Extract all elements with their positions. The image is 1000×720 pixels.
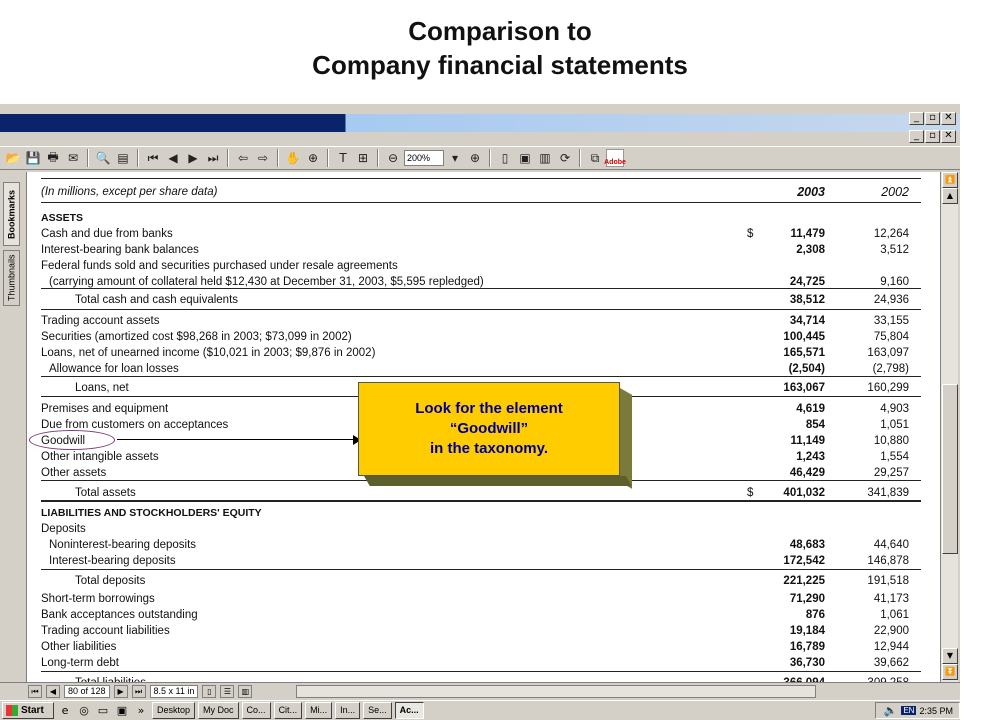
- row-label: Other liabilities: [41, 641, 117, 653]
- zoom-input[interactable]: 200%: [404, 150, 444, 166]
- navigation-pane: [0, 172, 22, 682]
- header-col-2003: 2003: [797, 185, 825, 199]
- taskbar-task[interactable]: In...: [335, 702, 360, 719]
- prev-page-status-icon[interactable]: ◀: [46, 685, 60, 698]
- value-2002: 9,160: [880, 276, 909, 288]
- first-page-status-icon[interactable]: ⏮: [28, 685, 42, 698]
- taskbar-task[interactable]: Co...: [242, 702, 271, 719]
- zoom-tool-icon[interactable]: ⊕: [307, 151, 319, 165]
- zoom-out-icon[interactable]: ⊖: [387, 151, 399, 165]
- scroll-bottom-icon[interactable]: ⏬: [942, 664, 958, 680]
- value-2003: 854: [805, 419, 825, 431]
- scroll-top-icon[interactable]: ⏫: [942, 172, 958, 188]
- quicklaunch-more-icon[interactable]: »: [137, 704, 145, 717]
- toolbar-separator: [377, 149, 379, 167]
- top-rule: [41, 178, 921, 179]
- row-label: Loans, net of unearned income ($10,021 in 2003; $9,876 in 2002): [41, 347, 376, 359]
- row-label: LIABILITIES AND STOCKHOLDERS' EQUITY: [41, 507, 262, 519]
- value-2002: 146,878: [867, 555, 909, 567]
- callout-box: [358, 382, 634, 488]
- row-label: Interest-bearing deposits: [49, 555, 176, 567]
- outlook-icon[interactable]: ◎: [79, 704, 89, 717]
- table-row: [41, 361, 921, 377]
- window-titlebar[interactable]: [0, 114, 960, 132]
- doc-minimize-button[interactable]: _: [909, 130, 924, 143]
- open-icon[interactable]: 📂: [5, 151, 21, 165]
- taskbar-task[interactable]: Mi...: [305, 702, 332, 719]
- back-icon[interactable]: ⇦: [237, 151, 249, 165]
- table-row: [41, 313, 921, 329]
- value-2002: 44,640: [873, 539, 909, 551]
- row-label: Long-term debt: [41, 657, 119, 669]
- scroll-up-icon[interactable]: ▲: [942, 188, 958, 204]
- vertical-scrollbar[interactable]: [940, 172, 958, 682]
- row-label: Loans, net: [75, 382, 129, 394]
- table-row: [41, 226, 921, 242]
- browser-icon[interactable]: e: [61, 704, 69, 717]
- toolbar-separator: [137, 149, 139, 167]
- table-row: [41, 345, 921, 361]
- currency-symbol: $: [747, 228, 754, 240]
- value-2002: 160,299: [867, 382, 909, 394]
- value-2003: 46,429: [789, 467, 825, 479]
- value-2002: (2,798): [872, 363, 909, 375]
- row-label: (carrying amount of collateral held $12,430 at December 31, 2003, $5,595 repledged): [49, 276, 484, 288]
- taskbar-task[interactable]: Desktop: [152, 702, 195, 719]
- value-2003: 165,571: [783, 347, 825, 359]
- callout-bottom: [364, 476, 632, 486]
- slide-title-line1: Comparison to: [408, 16, 592, 46]
- scroll-thumb[interactable]: [942, 384, 958, 554]
- callout-face: [358, 382, 620, 476]
- row-label: Allowance for loan losses: [49, 363, 179, 375]
- show-hide-icon[interactable]: ▤: [117, 151, 129, 165]
- value-2002: 22,900: [873, 625, 909, 637]
- thumbnails-tab[interactable]: Thumbnails: [3, 250, 20, 306]
- value-2002: 75,804: [873, 331, 909, 343]
- adobe-logo: Adobe: [606, 149, 624, 167]
- callout-side: [620, 388, 632, 489]
- print-icon[interactable]: 🖶: [47, 149, 59, 164]
- single-page-icon[interactable]: ▯: [202, 685, 216, 698]
- table-row: [41, 274, 921, 290]
- hand-tool-icon[interactable]: ✋: [285, 151, 301, 165]
- close-button[interactable]: ✕: [941, 112, 956, 125]
- taskbar-task[interactable]: Cit...: [274, 702, 303, 719]
- table-row: [41, 607, 921, 623]
- continuous-icon[interactable]: ☰: [220, 685, 234, 698]
- row-label: Total assets: [75, 487, 136, 499]
- value-2002: 10,880: [873, 435, 909, 447]
- table-row: [41, 242, 921, 258]
- value-2003: 34,714: [789, 315, 825, 327]
- system-tray: [875, 702, 960, 719]
- value-2003: (2,504): [788, 363, 825, 375]
- value-2002: 39,662: [873, 657, 909, 669]
- toolbar-separator: [277, 149, 279, 167]
- find-icon[interactable]: 🔍: [95, 151, 111, 165]
- actual-size-icon[interactable]: ▯: [501, 151, 509, 165]
- last-page-status-icon[interactable]: ⏭: [132, 685, 146, 698]
- value-2003: 876: [805, 609, 825, 621]
- value-2002: 1,051: [880, 419, 909, 431]
- value-2002: 3,512: [880, 244, 909, 256]
- document-window-controls: [909, 130, 956, 143]
- row-label: Premises and equipment: [41, 403, 169, 415]
- status-bar: [0, 682, 960, 700]
- language-indicator[interactable]: EN: [903, 706, 915, 715]
- currency-symbol: $: [747, 487, 754, 499]
- row-label: Noninterest-bearing deposits: [49, 539, 197, 551]
- value-2003: 11,479: [790, 228, 825, 240]
- value-2002: 191,518: [867, 575, 909, 587]
- statement-header: [41, 184, 921, 200]
- row-label: Deposits: [41, 523, 86, 535]
- table-row: [41, 258, 921, 274]
- value-2003: 100,445: [783, 331, 825, 343]
- callout-line2: “Goodwill”: [449, 420, 529, 437]
- value-2003: 2,308: [796, 244, 825, 256]
- next-page-icon[interactable]: ▶: [188, 151, 198, 165]
- toolbar-separator: [327, 149, 329, 167]
- value-2003: 36,730: [789, 657, 825, 669]
- window-controls: [909, 112, 956, 125]
- value-2003: 19,184: [789, 625, 825, 637]
- table-row: [41, 623, 921, 639]
- row-label: Total deposits: [75, 575, 146, 587]
- value-2002: 41,173: [873, 593, 909, 605]
- last-page-icon[interactable]: ⏭: [207, 150, 219, 165]
- value-2003: 1,243: [796, 451, 825, 463]
- facing-icon[interactable]: ▥: [238, 685, 252, 698]
- table-row: [41, 553, 921, 569]
- zoom-in-icon[interactable]: ⊕: [469, 151, 481, 165]
- scroll-down-icon[interactable]: ▼: [942, 648, 958, 664]
- horizontal-scrollbar[interactable]: [296, 685, 816, 698]
- row-rule: [41, 671, 921, 672]
- task-list: [152, 702, 424, 719]
- table-row: [41, 505, 921, 521]
- first-page-icon[interactable]: ⏮: [147, 150, 159, 165]
- value-2002: 24,936: [873, 294, 909, 306]
- start-button[interactable]: [2, 702, 54, 719]
- header-rule: [41, 202, 921, 203]
- table-row: [41, 573, 921, 589]
- page-size: 8.5 x 11 in: [150, 685, 199, 698]
- goodwill-highlight: [29, 430, 115, 450]
- taskbar-task[interactable]: Se...: [363, 702, 392, 719]
- slide-title-line2: Company financial statements: [312, 50, 688, 80]
- fit-width-icon[interactable]: ▥: [539, 151, 551, 165]
- table-row: [41, 537, 921, 553]
- rotate-icon[interactable]: ⟳: [559, 151, 571, 165]
- table-row: [41, 639, 921, 655]
- table-row: [41, 329, 921, 345]
- extract-icon[interactable]: ⧉: [590, 150, 600, 165]
- minimize-button[interactable]: _: [909, 112, 924, 125]
- value-2003: 401,032: [783, 487, 825, 499]
- row-label: Total cash and cash equivalents: [75, 294, 239, 306]
- callout-line3: in the taxonomy.: [429, 440, 549, 457]
- graphics-select-icon[interactable]: ⊞: [357, 151, 369, 165]
- row-rule: [41, 309, 921, 310]
- row-label: Cash and due from banks: [41, 228, 173, 240]
- clock[interactable]: 2:35 PM: [919, 705, 953, 716]
- slide-title: [0, 14, 1000, 82]
- taskbar-task[interactable]: My Doc: [198, 702, 239, 719]
- table-row: [41, 210, 921, 226]
- value-2003: 4,619: [796, 403, 825, 415]
- prev-page-icon[interactable]: ◀: [168, 151, 178, 165]
- header-col-2002: 2002: [881, 185, 909, 199]
- row-label: Federal funds sold and securities purchased under resale agreements: [41, 260, 398, 272]
- doc-restore-button[interactable]: ▫: [925, 130, 940, 143]
- row-label: ASSETS: [41, 212, 84, 224]
- value-2002: 341,839: [867, 487, 909, 499]
- table-row: [41, 292, 921, 308]
- value-2003: 71,290: [789, 593, 825, 605]
- text-select-icon[interactable]: T: [339, 151, 347, 165]
- value-2003: 11,149: [790, 435, 825, 447]
- row-label: Securities (amortized cost $98,268 in 2003; $73,099 in 2002): [41, 331, 352, 343]
- windows-logo-icon: [6, 705, 18, 716]
- email-icon[interactable]: ✉: [67, 151, 79, 165]
- value-2002: 1,061: [880, 609, 909, 621]
- value-2002: 33,155: [873, 315, 909, 327]
- value-2002: 1,554: [880, 451, 909, 463]
- value-2003: 24,725: [789, 276, 825, 288]
- toolbar: [0, 146, 960, 170]
- header-label: (In millions, except per share data): [41, 186, 218, 198]
- doc-close-button[interactable]: ✕: [941, 130, 956, 143]
- value-2003: 163,067: [783, 382, 825, 394]
- row-rule: [41, 569, 921, 570]
- value-2002: 12,264: [873, 228, 909, 240]
- row-label: Bank acceptances outstanding: [41, 609, 198, 621]
- row-label: Interest-bearing bank balances: [41, 244, 199, 256]
- table-row: [41, 591, 921, 607]
- volume-icon[interactable]: 🔈: [883, 704, 898, 717]
- value-2002: 29,257: [873, 467, 909, 479]
- next-page-status-icon[interactable]: ▶: [114, 685, 128, 698]
- value-2003: 221,225: [783, 575, 825, 587]
- row-label: Trading account assets: [41, 315, 160, 327]
- value-2002: 12,944: [873, 641, 909, 653]
- toolbar-separator: [489, 149, 491, 167]
- table-row: [41, 521, 921, 537]
- row-label: Other assets: [41, 467, 107, 479]
- row-label: Goodwill: [41, 435, 86, 447]
- table-row: [41, 655, 921, 671]
- explorer-icon[interactable]: ▣: [116, 704, 128, 717]
- save-icon[interactable]: 💾: [25, 151, 41, 165]
- windows-taskbar: [0, 700, 960, 720]
- fit-page-icon[interactable]: ▣: [519, 151, 531, 165]
- value-2003: 172,542: [783, 555, 825, 567]
- row-label: Short-term borrowings: [41, 593, 155, 605]
- value-2002: 4,903: [880, 403, 909, 415]
- start-label: Start: [21, 705, 44, 716]
- toolbar-separator: [87, 149, 89, 167]
- folder-icon[interactable]: ▭: [97, 704, 109, 717]
- callout-line1: Look for the element: [415, 400, 563, 417]
- value-2003: 16,789: [789, 641, 825, 653]
- zoom-dropdown-icon[interactable]: ▾: [451, 151, 459, 165]
- pointer-arrow: [117, 439, 355, 440]
- row-label: Trading account liabilities: [41, 625, 170, 637]
- taskbar-task[interactable]: Ac...: [395, 702, 424, 719]
- bookmarks-tab[interactable]: Bookmarks: [3, 182, 20, 246]
- forward-icon[interactable]: ⇨: [257, 151, 269, 165]
- toolbar-separator: [227, 149, 229, 167]
- row-label: Other intangible assets: [41, 451, 159, 463]
- restore-button[interactable]: ▫: [925, 112, 940, 125]
- value-2002: 163,097: [867, 347, 909, 359]
- page-indicator[interactable]: 80 of 128: [64, 685, 110, 698]
- menu-bar: [0, 132, 960, 146]
- row-label: Due from customers on acceptances: [41, 419, 229, 431]
- toolbar-separator: [579, 149, 581, 167]
- value-2003: 48,683: [789, 539, 825, 551]
- value-2003: 38,512: [789, 294, 825, 306]
